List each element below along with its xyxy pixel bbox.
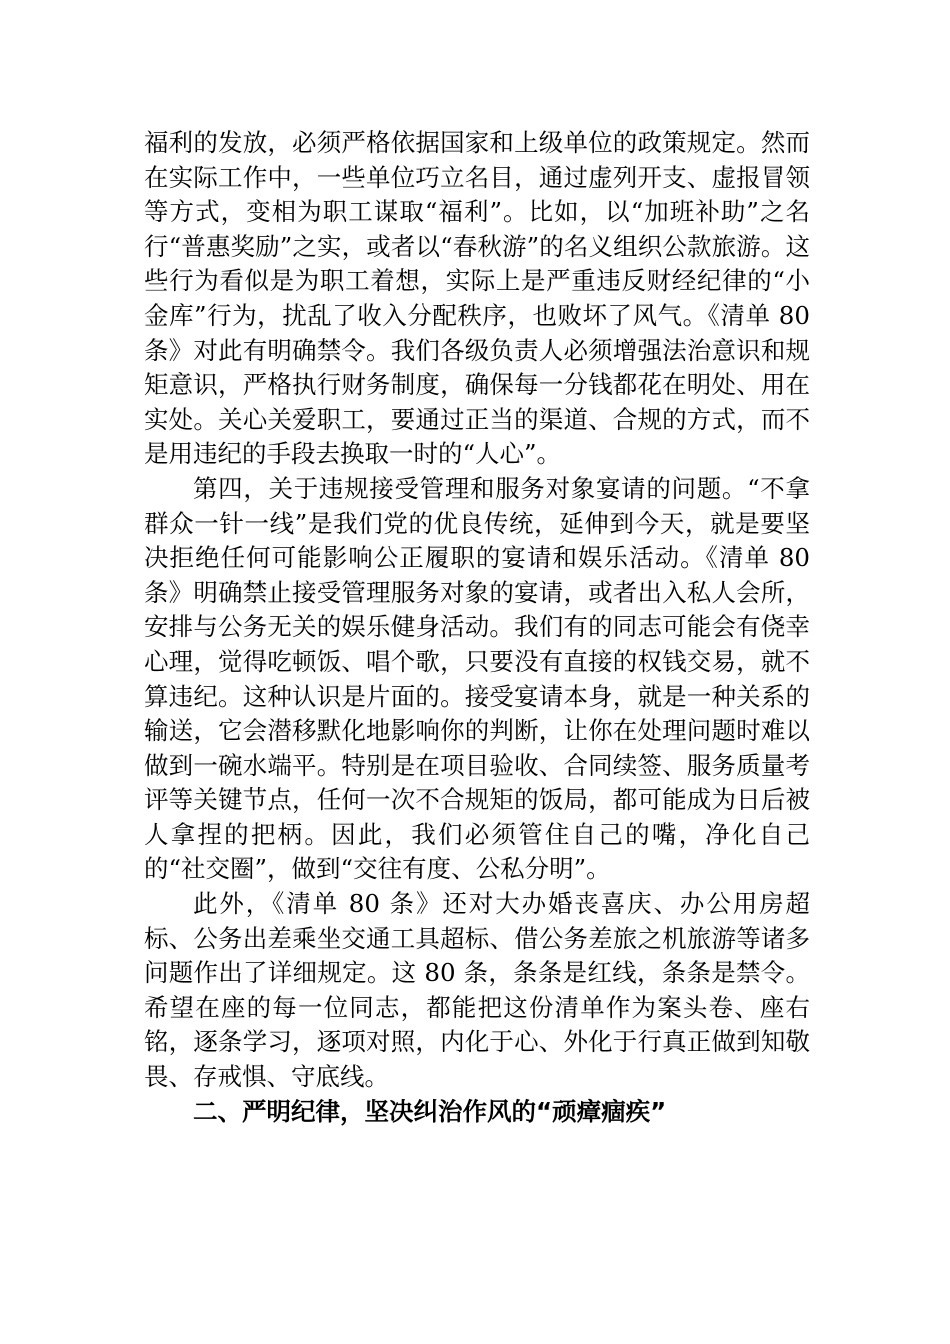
paragraph-welfare: 福利的发放，必须严格依据国家和上级单位的政策规定。然而在实际工作中，一些单位巧立名目，通过虚列开支、虚报冒领等方式，变相为职工谋取“福利”。比如，以“加班补助”之名行“普惠奖励”之实，或者以“春秋游”的名义组织公款旅游。这些行为看似是为职工着想，实际上是严重违反财经纪律的“小金库”行为，扰乱了收入分配秩序，也败坏了风气。《清单 80 条》对此有明确禁令。我们各级负责人必须增强法治意识和规矩意识，严格执行财务制度，确保每一分钱都花在明处、用在实处。关心关爱职工，要通过正当的渠道、合规的方式，而不是用违纪的手段去换取一时的“人心”。 <box>144 128 810 469</box>
paragraph-other-rules: 此外，《清单 80 条》还对大办婚丧喜庆、办公用房超标、公务出差乘坐交通工具超标、借公务差旅之机旅游等诸多问题作出了详细规定。这 80 条，条条是红线，条条是禁令。希望在座的每一位同志，都能把这份清单作为案头卷、座右铭，逐条学习，逐项对照，内化于心、外化于行真正做到知敬畏、存戒惧、守底线。 <box>144 889 810 1092</box>
paragraph-banquet: 第四，关于违规接受管理和服务对象宴请的问题。“不拿群众一针一线”是我们党的优良传统，延伸到今天，就是要坚决拒绝任何可能影响公正履职的宴请和娱乐活动。《清单 80 条》明确禁止接受管理服务对象的宴请，或者出入私人会所，安排与公务无关的娱乐健身活动。我们有的同志可能会有侥幸心理，觉得吃顿饭、唱个歌，只要没有直接的权钱交易，就不算违纪。这种认识是片面的。接受宴请本身，就是一种关系的输送，它会潜移默化地影响你的判断，让你在处理问题时难以做到一碗水端平。特别是在项目验收、合同续签、服务质量考评等关键节点，任何一次不合规矩的饭局，都可能成为日后被人拿捏的把柄。因此，我们必须管住自己的嘴，净化自己的“社交圈”，做到“交往有度、公私分明”。 <box>144 473 810 884</box>
document-body <box>144 126 810 1129</box>
section-heading: 二、严明纪律，坚决纠治作风的“顽瘴痼疾” <box>193 1096 667 1126</box>
